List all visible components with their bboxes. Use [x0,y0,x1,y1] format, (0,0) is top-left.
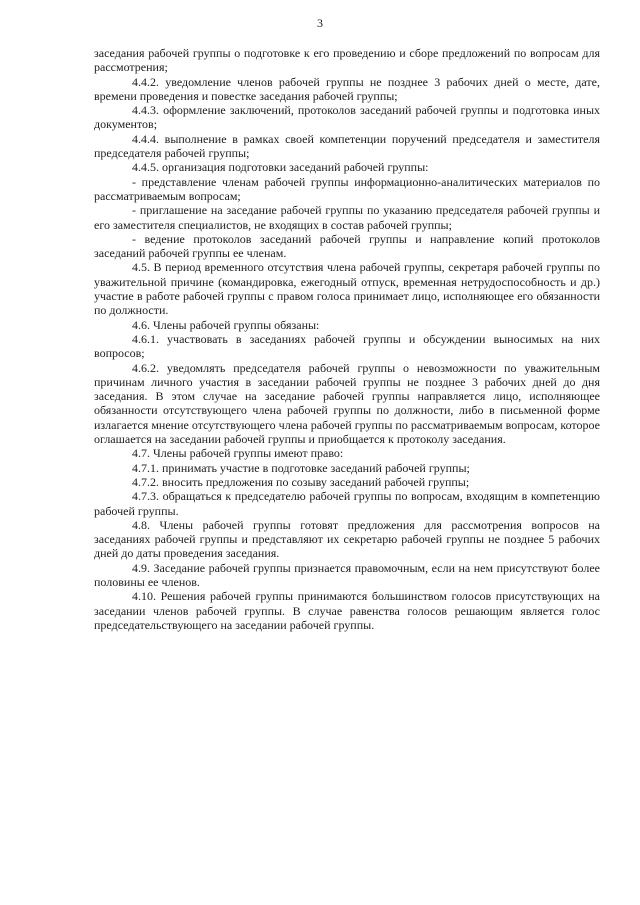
paragraph: 4.10. Решения рабочей группы принимаются большинством голосов присутствующих на заседании членов рабочей группы. В случае равенства голосов решающим является голос председательствующего на заседании рабочей группы. [94,589,600,632]
paragraph: - представление членам рабочей группы информационно-аналитических материалов по рассматриваемым вопросам; [94,174,600,203]
page-number: 3 [317,16,323,30]
paragraph: 4.4.5. организация подготовки заседаний рабочей группы: [132,160,429,175]
document-body [94,46,600,632]
paragraph: 4.7.3. обращаться к председателю рабочей группы по вопросам, входящим в компетенцию рабочей группы. [94,489,600,518]
paragraph: 4.7. Члены рабочей группы имеют право: [132,446,344,461]
paragraph: 4.8. Члены рабочей группы готовят предложения для рассмотрения вопросов на заседаниях рабочей группы и представляют их секретарю рабочей группы не позднее 5 рабочих дней до даты проведения заседания. [94,517,600,561]
paragraph: 4.7.1. принимать участие в подготовке заседаний рабочей группы; [132,460,470,475]
paragraph: заседания рабочей группы о подготовке к его проведению и сборе предложений по вопросам для рассмотрения; [94,46,600,75]
paragraph: 4.6.1. участвовать в заседаниях рабочей группы и обсуждении выносимых на них вопросов; [94,331,600,361]
paragraph: 4.4.4. выполнение в рамках своей компетенции поручений председателя и заместителя председателя рабочей группы; [94,131,600,161]
paragraph: 4.9. Заседание рабочей группы признается правомочным, если на нем присутствуют более половины ее членов. [94,560,600,589]
paragraph: 4.6. Члены рабочей группы обязаны: [132,317,320,332]
paragraph: 4.6.2. уведомлять председателя рабочей группы о невозможности по уважительным причинам личного участия в заседании рабочей группы не позднее 3 рабочих дней до дня заседания. В этом случае на заседание рабочей группы направляется лицо, исполняющее обязанности отсутствующего члена рабочей группы по должности, либо в письменной форме излагается мнение отсутствующего члена рабочей группы по рассматриваемым вопросам, которое оглашается на заседании рабочей группы и приобщается к протоколу заседания. [94,360,600,447]
paragraph: - приглашение на заседание рабочей группы по указанию председателя рабочей группы и его заместителя специалистов, не входящих в состав рабочей группы; [94,203,600,232]
paragraph: - ведение протоколов заседаний рабочей группы и направление копий протоколов заседаний рабочей группы ее членам. [94,231,600,261]
paragraph: 4.7.2. вносить предложения по созыву заседаний рабочей группы; [132,474,470,489]
paragraph: 4.4.2. уведомление членов рабочей группы не позднее 3 рабочих дней о месте, дате, времени проведения и повестке заседания рабочей группы; [94,74,600,103]
paragraph: 4.5. В период временного отсутствия члена рабочей группы, секретаря рабочей группы по уважительной причине (командировка, ежегодный отпуск, временная нетрудоспособность и др.) участие в работе рабочей группы с правом голоса принимает лицо, исполняющее его обязанности по должности. [94,260,600,318]
paragraph: 4.4.3. оформление заключений, протоколов заседаний рабочей группы и подготовка иных документов; [94,103,600,132]
